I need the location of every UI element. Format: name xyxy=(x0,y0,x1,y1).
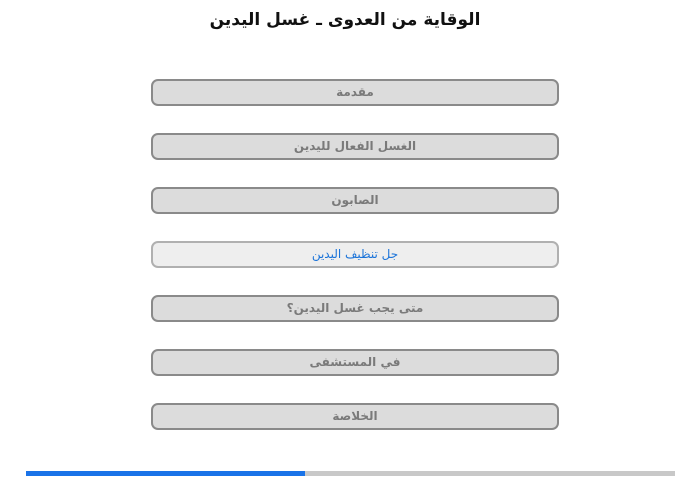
topic-menu xyxy=(151,79,559,457)
menu-item-soap[interactable]: الصابون xyxy=(151,187,559,214)
menu-item-when-to-wash[interactable]: متى يجب غسل اليدين؟ xyxy=(151,295,559,322)
menu-item-in-hospital[interactable]: في المستشفى xyxy=(151,349,559,376)
menu-item-effective-handwashing[interactable]: الغسل الفعال لليدين xyxy=(151,133,559,160)
menu-item-hand-gel[interactable]: جل تنظيف اليدين xyxy=(151,241,559,268)
menu-item-summary[interactable]: الخلاصة xyxy=(151,403,559,430)
progress-bar xyxy=(26,471,675,476)
menu-item-introduction[interactable]: مقدمة xyxy=(151,79,559,106)
progress-bar-fill xyxy=(26,471,305,476)
page-title: الوقاية من العدوى ـ غسل اليدين xyxy=(209,10,481,30)
